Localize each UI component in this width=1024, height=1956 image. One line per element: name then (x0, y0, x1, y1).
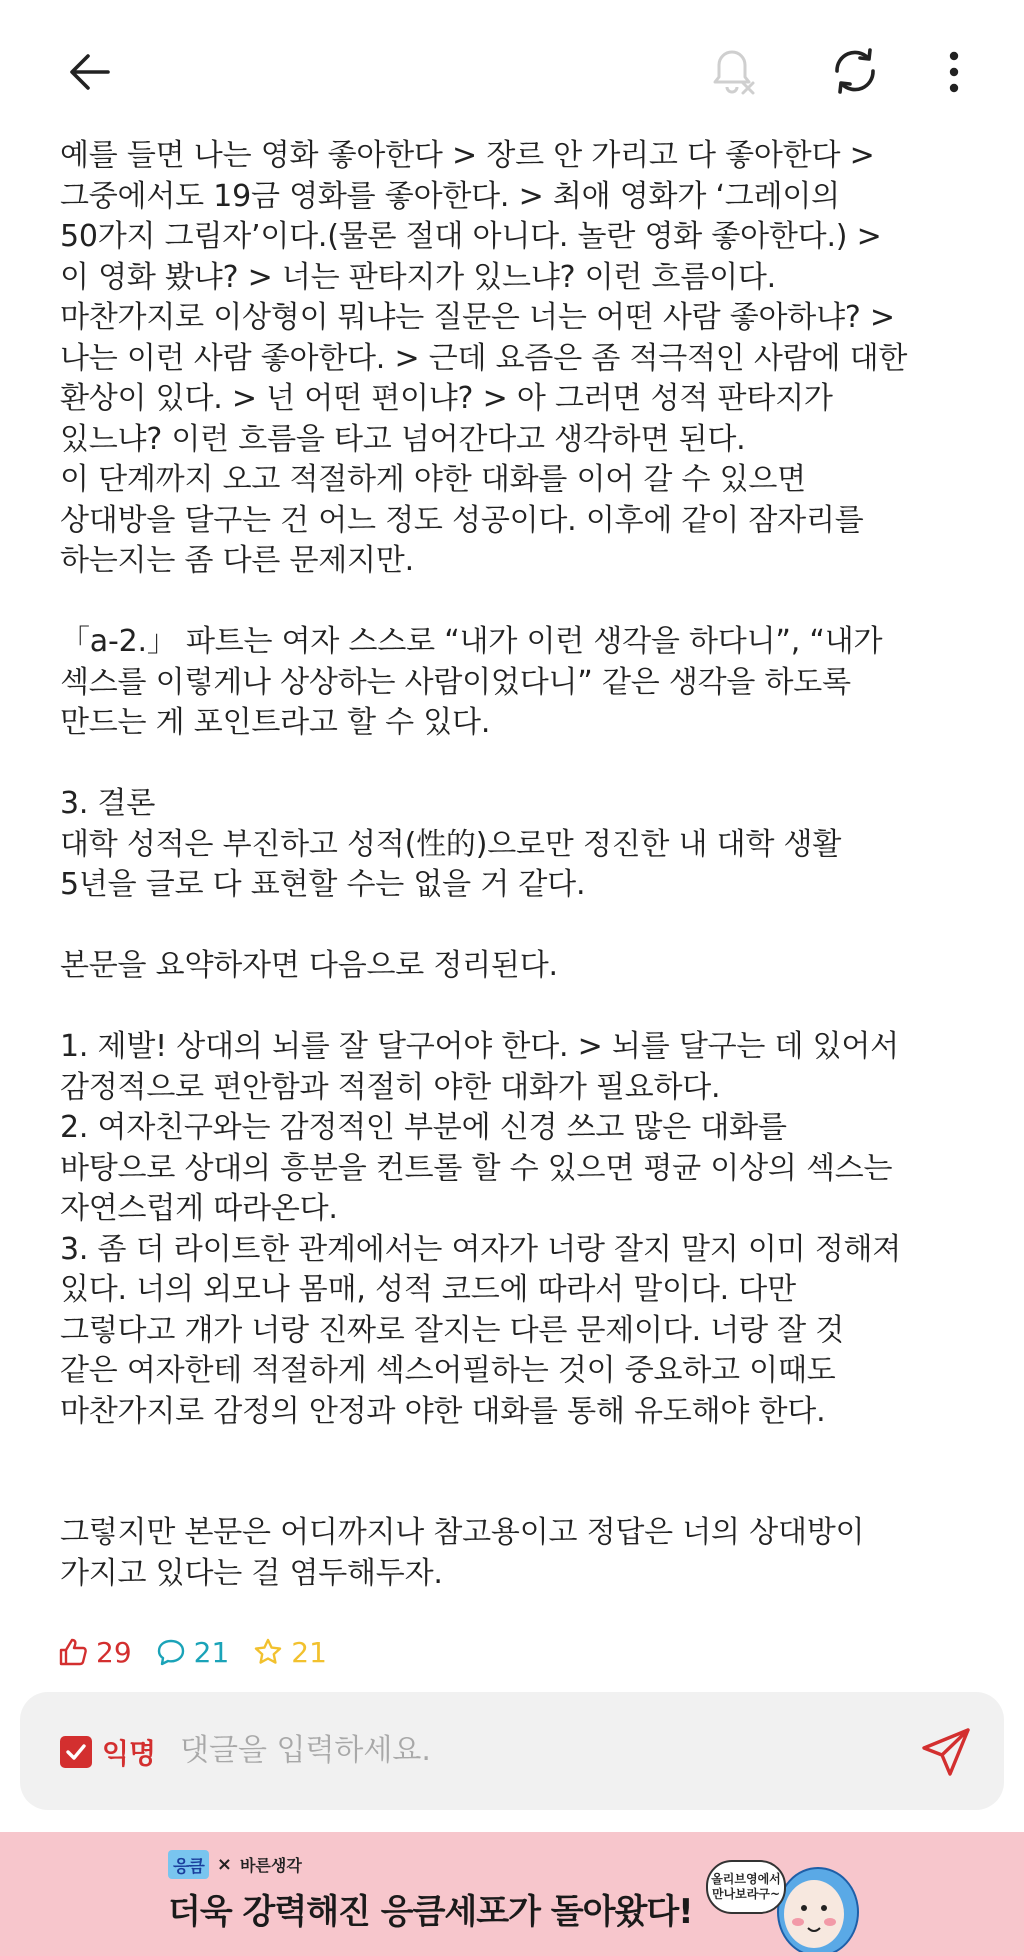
post-line: 바탕으로 상대의 흥분을 컨트롤 할 수 있으면 평균 이상의 섹스는 (60, 1150, 893, 1186)
post-line: 대학 성적은 부진하고 성적(性的)으로만 정진한 내 대학 생활 (60, 826, 842, 862)
post-line: 있느냐? 이런 흐름을 타고 넘어간다고 생각하면 된다. (60, 421, 746, 457)
post-line: 「a-2.」 파트는 여자 스스로 “내가 이런 생각을 하다니”, “내가 (60, 624, 883, 659)
post-body (60, 136, 980, 1594)
post-line: 섹스를 이렇게나 상상하는 사람이었다니” 같은 생각을 하도록 (60, 664, 851, 700)
post-line: 본문을 요약하자면 다음으로 정리된다. (60, 948, 558, 983)
arrow-left-icon (68, 50, 112, 94)
like-count: 29 (96, 1635, 132, 1669)
section-heading: 3. 결론 (60, 786, 156, 821)
ad-speech-bubble: 올리브영에서 만나보라구~ (706, 1860, 786, 1914)
comment-count: 21 (193, 1635, 230, 1669)
anonymous-checkbox[interactable] (60, 1736, 92, 1768)
post-line: 이 영화 봤냐? > 너는 판타지가 있느냐? 이런 흐름이다. (60, 259, 777, 295)
post-line: 1. 제발! 상대의 뇌를 잘 달구어야 한다. > 뇌를 달구는 데 있어서 (60, 1029, 899, 1064)
anonymous-toggle[interactable] (60, 1732, 156, 1772)
post-line: 마찬가지로 이상형이 뭐냐는 질문은 너는 어떤 사람 좋아하냐? > (60, 300, 895, 335)
speech-bubble-icon (156, 1637, 186, 1667)
post-line: 예를 들면 나는 영화 좋아한다 > 장르 안 가리고 다 좋아한다 > (60, 138, 875, 173)
post-line: 감정적으로 편안함과 적절히 야한 대화가 필요하다. (60, 1069, 721, 1105)
ad-banner[interactable] (0, 1832, 1024, 1956)
post-line: 나는 이런 사람 좋아한다. > 근데 요즘은 좀 적극적인 사람에 대한 (60, 340, 908, 376)
post-line: 마찬가지로 감정의 안정과 야한 대화를 통해 유도해야 한다. (60, 1393, 826, 1429)
star-icon (253, 1637, 283, 1667)
back-button[interactable] (58, 40, 122, 104)
post-line: 그렇지만 본문은 어디까지나 참고용이고 정답은 너의 상대방이 (60, 1515, 865, 1550)
ad-partner-logo: 바른생각 (239, 1856, 302, 1875)
post-line: 3. 좀 더 라이트한 관계에서는 여자가 너랑 잘지 말지 이미 정해져 (60, 1231, 902, 1267)
post-line: 자연스럽게 따라온다. (60, 1191, 338, 1226)
like-button[interactable] (58, 1636, 132, 1669)
post-line: 그중에서도 19금 영화를 좋아한다. > 최애 영화가 ‘그레이의 (60, 178, 840, 214)
post-line: 만드는 게 포인트라고 할 수 있다. (60, 705, 491, 740)
post-line (60, 744, 980, 785)
ad-brand-separator: × (216, 1854, 232, 1875)
post-line: 2. 여자친구와는 감정적인 부분에 신경 쓰고 많은 대화를 (60, 1110, 787, 1145)
post-line (60, 1432, 980, 1473)
post-line: 5년을 글로 다 표현할 수는 없을 거 같다. (60, 867, 586, 902)
post-line (60, 906, 980, 947)
more-options-button[interactable] (930, 40, 978, 104)
post-line: 환상이 있다. > 넌 어떤 편이냐? > 아 그러면 성적 판타지가 (60, 381, 833, 416)
scrap-count: 21 (291, 1635, 327, 1669)
refresh-button[interactable] (822, 38, 888, 104)
post-line: 있다. 너의 외모나 몸매, 성적 코드에 따라서 말이다. 다만 (60, 1272, 796, 1307)
post-line (60, 1473, 980, 1514)
ad-headline: 더욱 강력해진 응큼세포가 돌아왔다! (168, 1892, 693, 1932)
send-icon (916, 1722, 976, 1782)
comment-input[interactable] (180, 1726, 900, 1774)
post-line: 하는지는 좀 다른 문제지만. (60, 543, 414, 578)
notification-off-button[interactable] (700, 38, 764, 102)
comment-composer (20, 1692, 1004, 1810)
post-line: 가지고 있다는 걸 염두해두자. (60, 1555, 443, 1591)
anonymous-label: 익명 (102, 1737, 157, 1770)
post-line: 이 단계까지 오고 적절하게 야한 대화를 이어 갈 수 있으면 (60, 462, 806, 497)
ad-brand-row (168, 1850, 302, 1879)
bell-off-icon (703, 41, 761, 99)
post-line: 50가지 그림자’이다.(물론 절대 아니다. 놀란 영화 좋아한다.) > (60, 219, 882, 254)
comment-count-button[interactable] (156, 1636, 230, 1669)
post-line (60, 987, 980, 1028)
post-line: 같은 여자한테 적절하게 섹스어필하는 것이 중요하고 이때도 (60, 1353, 836, 1388)
post-line: 상대방을 달구는 건 어느 정도 성공이다. 이후에 같이 잠자리를 (60, 502, 864, 538)
post-line (60, 582, 980, 623)
reaction-bar (58, 1632, 351, 1672)
post-line: 그렇다고 걔가 너랑 진짜로 잘지는 다른 문제이다. 너랑 잘 것 (60, 1312, 845, 1348)
ad-brand-logo: 응큼 (168, 1850, 209, 1879)
more-vertical-icon (948, 50, 960, 94)
thumbs-up-icon (58, 1637, 88, 1667)
top-app-bar (0, 0, 1024, 140)
refresh-icon (828, 44, 882, 98)
checkmark-icon (64, 1740, 88, 1764)
send-button[interactable] (916, 1722, 976, 1782)
scrap-button[interactable] (253, 1636, 327, 1669)
